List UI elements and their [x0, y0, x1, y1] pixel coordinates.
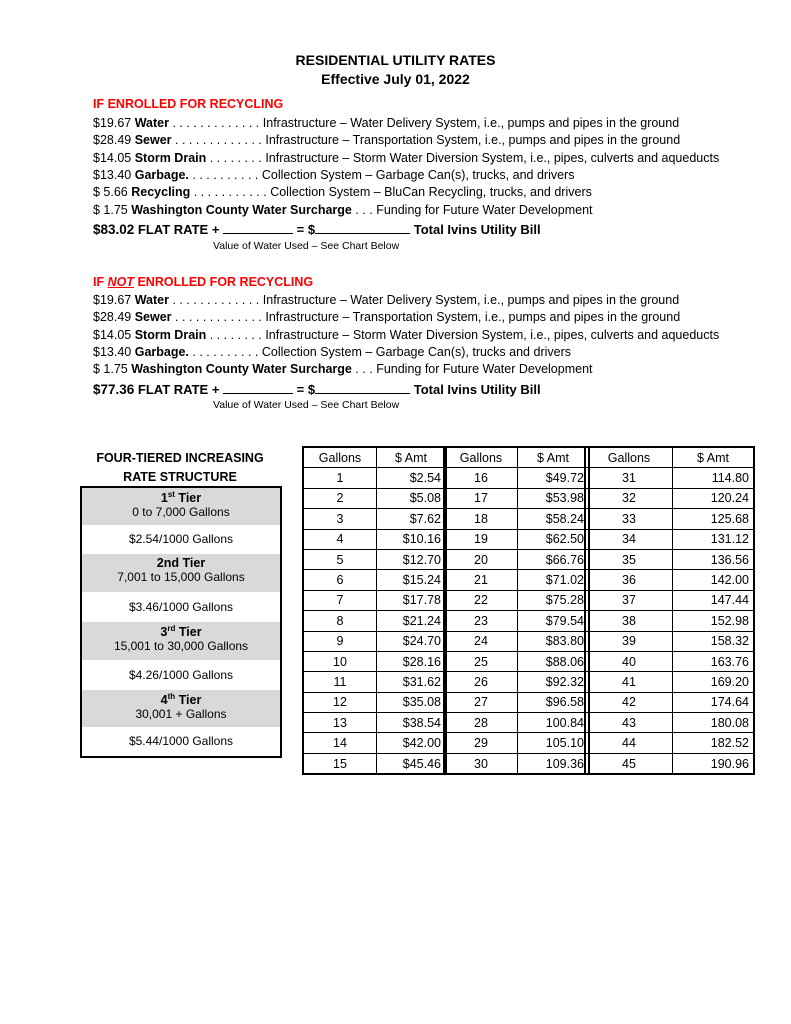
table-row	[303, 509, 446, 529]
tier-ordinal: st	[167, 490, 175, 499]
tier-price: $4.26/1000 Gallons	[128, 668, 234, 682]
flat-amount: $83.02	[93, 222, 135, 237]
gallon-table-2	[443, 446, 590, 775]
amount-cell: $21.24	[377, 611, 447, 631]
gallons-cell: 30	[444, 753, 518, 774]
gallons-cell: 1	[303, 468, 377, 488]
tier-price: $2.54/1000 Gallons	[128, 532, 234, 546]
heading-not: NOT	[107, 275, 134, 289]
amount-cell: $75.28	[518, 590, 590, 610]
amount-cell: $2.54	[377, 468, 447, 488]
amount-cell: $28.16	[377, 651, 447, 671]
fee-line	[93, 327, 719, 344]
tier-heading-2: RATE STRUCTURE	[123, 470, 237, 484]
amount-cell: $71.02	[518, 570, 590, 590]
table-row	[585, 651, 754, 671]
amount-cell: $45.46	[377, 753, 447, 774]
gallons-cell: 29	[444, 733, 518, 753]
tier-ordinal: th	[167, 692, 176, 701]
amount-cell: 100.84	[518, 713, 590, 733]
tier-name	[82, 488, 280, 505]
total-label: Total Ivins Utility Bill	[413, 222, 541, 237]
tier-1-price	[82, 525, 280, 554]
col-amt-header: $ Amt	[377, 447, 447, 468]
gallons-cell: 24	[444, 631, 518, 651]
fee-line	[93, 202, 593, 219]
amount-cell: 147.44	[673, 590, 755, 610]
table-row	[444, 488, 589, 508]
fee-leader: . . .	[351, 362, 377, 377]
tier-name	[82, 690, 280, 707]
table-row	[303, 590, 446, 610]
table-row	[444, 529, 589, 549]
col-gallons-header: Gallons	[444, 447, 518, 468]
tier-word: Tier	[178, 491, 202, 506]
table-row	[585, 570, 754, 590]
tier-number: 2nd	[156, 556, 180, 570]
tier-word: Tier	[178, 625, 202, 640]
amount-cell: 182.52	[673, 733, 755, 753]
gallons-cell: 19	[444, 529, 518, 549]
table-row	[303, 753, 446, 774]
table-row	[444, 590, 589, 610]
gallons-cell: 15	[303, 753, 377, 774]
amount-cell: $53.98	[518, 488, 590, 508]
amount-cell: 131.12	[673, 529, 755, 549]
equals-label: = $	[296, 382, 316, 397]
amount-cell: 190.96	[673, 753, 755, 774]
total-label: Total Ivins Utility Bill	[413, 382, 541, 397]
tier-range: 30,001 + Gallons	[135, 707, 227, 722]
gallons-cell: 43	[585, 713, 673, 733]
table-header-row	[585, 447, 754, 468]
gallons-cell: 8	[303, 611, 377, 631]
fee-name: Water	[134, 116, 169, 130]
tier-structure-box	[80, 486, 282, 758]
gallons-cell: 20	[444, 549, 518, 569]
fee-description: Collection System – Garbage Can(s), trucks and drivers	[261, 344, 571, 359]
tier-word: Tier	[182, 556, 206, 570]
table-row	[303, 468, 446, 488]
gallons-cell: 22	[444, 590, 518, 610]
tier-number: 4	[160, 693, 168, 708]
table-row	[585, 713, 754, 733]
gallons-cell: 9	[303, 631, 377, 651]
table-row	[585, 631, 754, 651]
table-row	[444, 631, 589, 651]
table-row	[303, 733, 446, 753]
table-header-row	[444, 447, 589, 468]
amount-cell: $62.50	[518, 529, 590, 549]
fee-leader: . . . . . . . . . .	[188, 344, 262, 359]
fee-line	[93, 344, 571, 361]
gallons-cell: 11	[303, 672, 377, 692]
no-recycling-note: Value of Water Used – See Chart Below	[213, 399, 400, 411]
gallons-cell: 42	[585, 692, 673, 712]
gallons-cell: 38	[585, 611, 673, 631]
table-row	[303, 611, 446, 631]
fee-name: Storm Drain	[134, 327, 207, 342]
amount-cell: $49.72	[518, 468, 590, 488]
table-row	[585, 753, 754, 774]
amount-cell: $10.16	[377, 529, 447, 549]
amount-cell: 125.68	[673, 509, 755, 529]
fee-line	[93, 292, 679, 309]
fee-name: Washington County Water Surcharge	[131, 362, 352, 377]
table-row	[444, 468, 589, 488]
fee-description: Collection System – Garbage Can(s), trucks, and drivers	[261, 167, 575, 182]
tier-3-header	[82, 622, 280, 660]
col-amt-header: $ Amt	[673, 447, 755, 468]
fee-line	[93, 150, 719, 167]
flat-label: FLAT RATE +	[137, 222, 220, 237]
table-row	[585, 509, 754, 529]
amount-cell: 163.76	[673, 651, 755, 671]
heading-post: ENROLLED FOR RECYCLING	[133, 275, 314, 289]
tier-number: 1	[160, 491, 168, 506]
recycling-total-line	[93, 221, 541, 237]
flat-label: FLAT RATE +	[137, 382, 220, 397]
fee-amount: $28.49	[93, 310, 132, 325]
tier-range: 15,001 to 30,000 Gallons	[113, 639, 249, 654]
fee-line	[93, 132, 680, 149]
gallons-cell: 23	[444, 611, 518, 631]
gallons-cell: 5	[303, 549, 377, 569]
gallon-table-3	[584, 446, 755, 775]
tier-heading-1: FOUR-TIERED INCREASING	[96, 451, 264, 465]
tier-range: 0 to 7,000 Gallons	[132, 505, 230, 520]
fee-description: Funding for Future Water Development	[376, 202, 593, 217]
amount-cell: 109.36	[518, 753, 590, 774]
gallon-table-1	[302, 446, 447, 775]
tier-ordinal: rd	[167, 624, 176, 633]
tier-number: 3	[160, 625, 168, 640]
table-row	[585, 468, 754, 488]
equals-label: = $	[296, 222, 316, 237]
amount-cell: $66.76	[518, 549, 590, 569]
fee-amount: $19.67	[93, 116, 132, 130]
table-row	[585, 488, 754, 508]
total-blank[interactable]	[315, 221, 410, 234]
fee-description: Infrastructure – Storm Water Diversion System, i.e., pipes, culverts and aqueducts	[265, 327, 720, 342]
flat-amount: $77.36	[93, 382, 135, 397]
gallons-cell: 7	[303, 590, 377, 610]
gallons-cell: 16	[444, 468, 518, 488]
table-row	[444, 651, 589, 671]
gallons-cell: 34	[585, 529, 673, 549]
gallons-cell: 14	[303, 733, 377, 753]
gallons-cell: 4	[303, 529, 377, 549]
fee-leader: . . . . . . . . . .	[188, 167, 262, 182]
amount-cell: $83.80	[518, 631, 590, 651]
table-row	[303, 570, 446, 590]
fee-leader: . . .	[351, 202, 377, 217]
amount-cell: $24.70	[377, 631, 447, 651]
fee-name: Sewer	[134, 133, 172, 148]
heading-pre: IF	[93, 275, 108, 289]
gallons-cell: 31	[585, 468, 673, 488]
gallons-cell: 45	[585, 753, 673, 774]
fee-amount: $13.40	[93, 344, 132, 359]
fee-leader: . . . . . . . . . . . . .	[171, 310, 266, 325]
gallons-cell: 44	[585, 733, 673, 753]
fee-leader: . . . . . . . .	[206, 327, 266, 342]
fee-amount: $14.05	[93, 150, 132, 165]
amount-cell: 105.10	[518, 733, 590, 753]
amount-cell: $31.62	[377, 672, 447, 692]
fee-name: Recycling	[131, 185, 191, 200]
table-row	[303, 631, 446, 651]
amount-cell: $12.70	[377, 549, 447, 569]
fee-name: Sewer	[134, 310, 172, 325]
table-row	[585, 590, 754, 610]
water-value-blank[interactable]	[223, 381, 293, 394]
fee-leader: . . . . . . . . . . . . .	[168, 116, 263, 130]
fee-leader: . . . . . . . . . . . . .	[168, 293, 263, 307]
fee-description: Funding for Future Water Development	[376, 362, 593, 377]
table-row	[585, 611, 754, 631]
fee-description: Infrastructure – Storm Water Diversion System, i.e., pipes, culverts and aqueducts	[265, 150, 720, 165]
tier-4-header	[82, 690, 280, 727]
fee-amount: $ 1.75	[93, 202, 128, 217]
fee-amount: $ 1.75	[93, 362, 128, 377]
amount-cell: 136.56	[673, 549, 755, 569]
amount-cell: $5.08	[377, 488, 447, 508]
gallons-cell: 40	[585, 651, 673, 671]
table-row	[303, 488, 446, 508]
gallons-cell: 25	[444, 651, 518, 671]
table-row	[585, 733, 754, 753]
fee-leader: . . . . . . . . . . .	[190, 185, 271, 200]
gallons-cell: 26	[444, 672, 518, 692]
amount-cell: 120.24	[673, 488, 755, 508]
table-row	[585, 549, 754, 569]
no-recycling-heading	[93, 275, 313, 289]
table-row	[444, 570, 589, 590]
tier-word: Tier	[178, 693, 202, 708]
amount-cell: 180.08	[673, 713, 755, 733]
col-gallons-header: Gallons	[585, 447, 673, 468]
table-row	[444, 753, 589, 774]
amount-cell: $35.08	[377, 692, 447, 712]
fee-line	[93, 361, 593, 378]
fee-description: Collection System – BluCan Recycling, trucks, and drivers	[270, 185, 592, 200]
table-row	[303, 529, 446, 549]
fee-line	[93, 309, 680, 326]
amount-cell: 158.32	[673, 631, 755, 651]
amount-cell: $88.06	[518, 651, 590, 671]
total-blank[interactable]	[315, 381, 410, 394]
fee-leader: . . . . . . . .	[206, 150, 266, 165]
page-title: RESIDENTIAL UTILITY RATES	[295, 52, 496, 68]
table-row	[444, 611, 589, 631]
amount-cell: 174.64	[673, 692, 755, 712]
table-row	[303, 651, 446, 671]
gallons-cell: 35	[585, 549, 673, 569]
tier-4-price	[82, 727, 280, 756]
page-subtitle: Effective July 01, 2022	[321, 71, 470, 87]
fee-amount: $28.49	[93, 133, 132, 148]
gallons-cell: 41	[585, 672, 673, 692]
amount-cell: $38.54	[377, 713, 447, 733]
amount-cell: 142.00	[673, 570, 755, 590]
fee-name: Garbage.	[134, 344, 189, 359]
gallons-cell: 3	[303, 509, 377, 529]
amount-cell: $7.62	[377, 509, 447, 529]
amount-cell: 169.20	[673, 672, 755, 692]
gallons-cell: 39	[585, 631, 673, 651]
fee-line	[93, 167, 574, 184]
gallons-cell: 10	[303, 651, 377, 671]
table-row	[444, 549, 589, 569]
table-row	[303, 549, 446, 569]
table-row	[585, 529, 754, 549]
amount-cell: $96.58	[518, 692, 590, 712]
fee-leader: . . . . . . . . . . . . .	[171, 133, 266, 148]
fee-amount: $19.67	[93, 293, 132, 307]
tier-2-header	[82, 554, 280, 592]
fee-name: Storm Drain	[134, 150, 207, 165]
gallons-cell: 27	[444, 692, 518, 712]
gallons-cell: 36	[585, 570, 673, 590]
gallons-cell: 12	[303, 692, 377, 712]
table-row	[444, 713, 589, 733]
gallons-cell: 21	[444, 570, 518, 590]
tier-3-price	[82, 660, 280, 690]
tier-name	[82, 554, 280, 570]
table-header-row	[303, 447, 446, 468]
fee-name: Water	[134, 293, 169, 307]
amount-cell: 114.80	[673, 468, 755, 488]
amount-cell: $79.54	[518, 611, 590, 631]
table-row	[303, 672, 446, 692]
table-row	[444, 509, 589, 529]
amount-cell: $58.24	[518, 509, 590, 529]
table-row	[444, 672, 589, 692]
col-amt-header: $ Amt	[518, 447, 590, 468]
fee-line	[93, 115, 679, 132]
fee-amount: $ 5.66	[93, 185, 128, 200]
table-row	[303, 692, 446, 712]
table-row	[303, 713, 446, 733]
water-value-blank[interactable]	[223, 221, 293, 234]
fee-description: Infrastructure – Transportation System, i.e., pumps and pipes in the ground	[265, 310, 681, 325]
gallons-cell: 13	[303, 713, 377, 733]
fee-name: Washington County Water Surcharge	[131, 202, 352, 217]
amount-cell: $15.24	[377, 570, 447, 590]
table-row	[585, 672, 754, 692]
fee-name: Garbage.	[134, 167, 189, 182]
gallons-cell: 37	[585, 590, 673, 610]
amount-cell: $42.00	[377, 733, 447, 753]
gallons-cell: 32	[585, 488, 673, 508]
fee-amount: $13.40	[93, 167, 132, 182]
table-row	[585, 692, 754, 712]
recycling-heading: IF ENROLLED FOR RECYCLING	[93, 97, 284, 111]
gallons-cell: 6	[303, 570, 377, 590]
no-recycling-total-line	[93, 381, 541, 397]
tier-price: $3.46/1000 Gallons	[128, 600, 234, 614]
tier-2-price	[82, 592, 280, 622]
tier-name	[82, 622, 280, 639]
gallons-cell: 17	[444, 488, 518, 508]
recycling-note: Value of Water Used – See Chart Below	[213, 240, 400, 252]
gallons-cell: 28	[444, 713, 518, 733]
amount-cell: $92.32	[518, 672, 590, 692]
fee-description: Infrastructure – Transportation System, i.e., pumps and pipes in the ground	[265, 133, 681, 148]
gallons-cell: 2	[303, 488, 377, 508]
fee-line	[93, 184, 592, 201]
table-row	[444, 692, 589, 712]
gallons-cell: 33	[585, 509, 673, 529]
tier-price: $5.44/1000 Gallons	[128, 734, 234, 748]
table-row	[444, 733, 589, 753]
col-gallons-header: Gallons	[303, 447, 377, 468]
fee-description: Infrastructure – Water Delivery System, i.e., pumps and pipes in the ground	[262, 293, 680, 307]
amount-cell: $17.78	[377, 590, 447, 610]
amount-cell: 152.98	[673, 611, 755, 631]
tier-1-header	[82, 488, 280, 525]
tier-range: 7,001 to 15,000 Gallons	[117, 570, 245, 584]
gallons-cell: 18	[444, 509, 518, 529]
fee-description: Infrastructure – Water Delivery System, i.e., pumps and pipes in the ground	[262, 116, 680, 130]
fee-amount: $14.05	[93, 327, 132, 342]
